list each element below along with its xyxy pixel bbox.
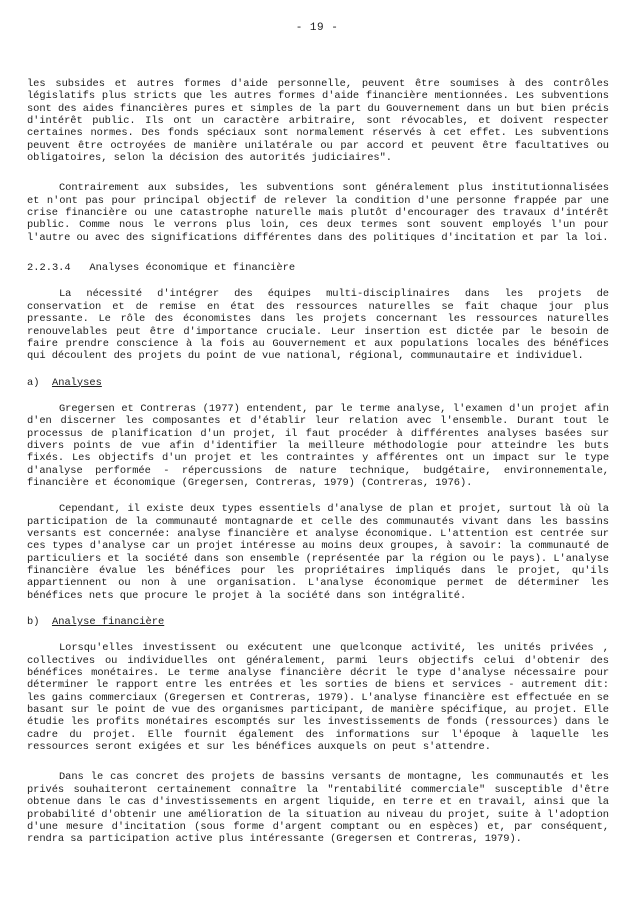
paragraph-two-analysis-types: Cependant, il existe deux types essentiels d'analyse de plan et projet, surtout là où la participation de la communauté montagnarde et celle des communautés vivant dans les bassins versants est concernée: analyse financière et analyse économique. L'attention est centrée sur ces types d'analyse car un projet intéresse au moins deux groupes, à savoir: la communauté de particuliers et la société dans son ensemble (représentée par la région ou le pays). L'analyse financière évalue les bénéfices pour les propriétaires impliqués dans le projet, qu'ils appartiennent ou non à une organisation. L'analyse économique permet de déterminer les bénéfices nets que procure le projet à la société dans son intégralité. [27,503,609,602]
paragraph-gregersen: Gregersen et Contreras (1977) entendent, par le terme analyse, l'examen d'un projet afin d'en discerner les composantes et d'établir leur relation avec l'ensemble. Durant tout le processus de planification d'un projet, il faut procéder à différentes analyses basées sur divers points de vue afin d'identifier la meilleure méthodologie pour atteindre les buts fixés. Les objectifs d'un projet et les contraintes y afférentes ont un impact sur le type d'analyse performée - répercussions de nature technique, budgétaire, environnementale, financière et économique (Gregersen, Contreras, 1979) (Contreras, 1976). [27,402,609,489]
section-letter: b) [27,616,40,629]
section-letter: a) [27,376,40,389]
section-heading-2234 [27,262,609,274]
paragraph-private-units: Lorsqu'elles investissent ou exécutent une quelconque activité, les unités privées , collectives ou individuelles ont généralement, parmi leurs objectifs celui d'obtenir des bénéfices monétaires. Le terme analyse financière décrit le type d'analyse nécessaire pour déterminer le rapport entre les entrées et les sorties de biens et services - autrement dit: les gains commerciaux (Gregersen et Contreras, 1979). L'analyse financière est effectuée en se basant sur le point de vue des organismes participant, de manière spécifique, au projet. Elle étudie les profits monétaires escomptés sur les investissements de fonds (ressources) dans le cadre du projet. Elle fournit également des informations sur l'époque à laquelle les ressources seront exigées et sur les bénéfices auxquels on peut s'attendre. [27,642,609,754]
section-title: Analyses économique et financière [89,262,296,275]
section-heading-a [27,377,609,389]
paragraph-multidisciplinary: La nécessité d'intégrer des équipes multi-disciplinaires dans les projets de conservation et de remise en état des ressources naturelles se fait chaque jour plus pressante. Le rôle des économistes dans les projets concernant les ressources naturelles renouvelables peut être d'importance cruciale. Leur insertion est dictée par le besoin de faire prendre conscience à la fois au Gouvernement et aux populations locales des bénéfices qui découlent des projets du point de vue national, régional, communautaire et individuel. [27,288,609,363]
section-heading-b [27,616,609,628]
page-number: - 19 - [295,22,339,34]
section-title: Analyses [51,376,102,389]
paragraph-subventions: Contrairement aux subsides, les subventions sont généralement plus institutionnalisées et n'ont pas pour principal objectif de relever la condition d'une personne frappée par une crise financière ou une catastrophe naturelle mais plutôt d'encourager des travaux d'intérêt public. Comme nous le verrons plus loin, ces deux termes sont souvent employés l'un pour l'autre ou avec des significations différentes dans des politiques d'incitation et par la loi. [27,182,609,244]
section-title: Analyse financière [51,616,165,629]
section-number: 2.2.3.4 [27,262,71,275]
page-content [27,78,609,846]
paragraph-mountain-watersheds: Dans le cas concret des projets de bassins versants de montagne, les communautés et les privés souhaiteront certainement connaître la "rentabilité commerciale" susceptible d'être obtenue dans le cas d'investissements en argent liquide, en terre et en travail, ainsi que la probabilité d'obtenir une amélioration de la situation au niveau du projet, suite à l'adoption d'une mesure d'incitation (sous forme d'argent comptant ou en espèces) et, par conséquent, rendra sa participation active plus intéressante (Gregersen et Contreras, 1979). [27,771,609,846]
paragraph-subsidies-continued: les subsides et autres formes d'aide personnelle, peuvent être soumises à des contrôles législatifs plus stricts que les autres formes d'aide financière mentionnées. Les subventions sont des aides financières pures et simples de la part du Gouvernement dans un but bien précis d'intérêt public. Ils ont un caractère arbitraire, sont révocables, et doivent respecter certaines normes. Des fonds spéciaux sont normalement réservés à cet effet. Les subventions peuvent être octroyées de manière unilatérale ou par accord et peuvent être facultatives ou obligatoires, selon la décision des autorités judiciaires". [27,78,609,165]
